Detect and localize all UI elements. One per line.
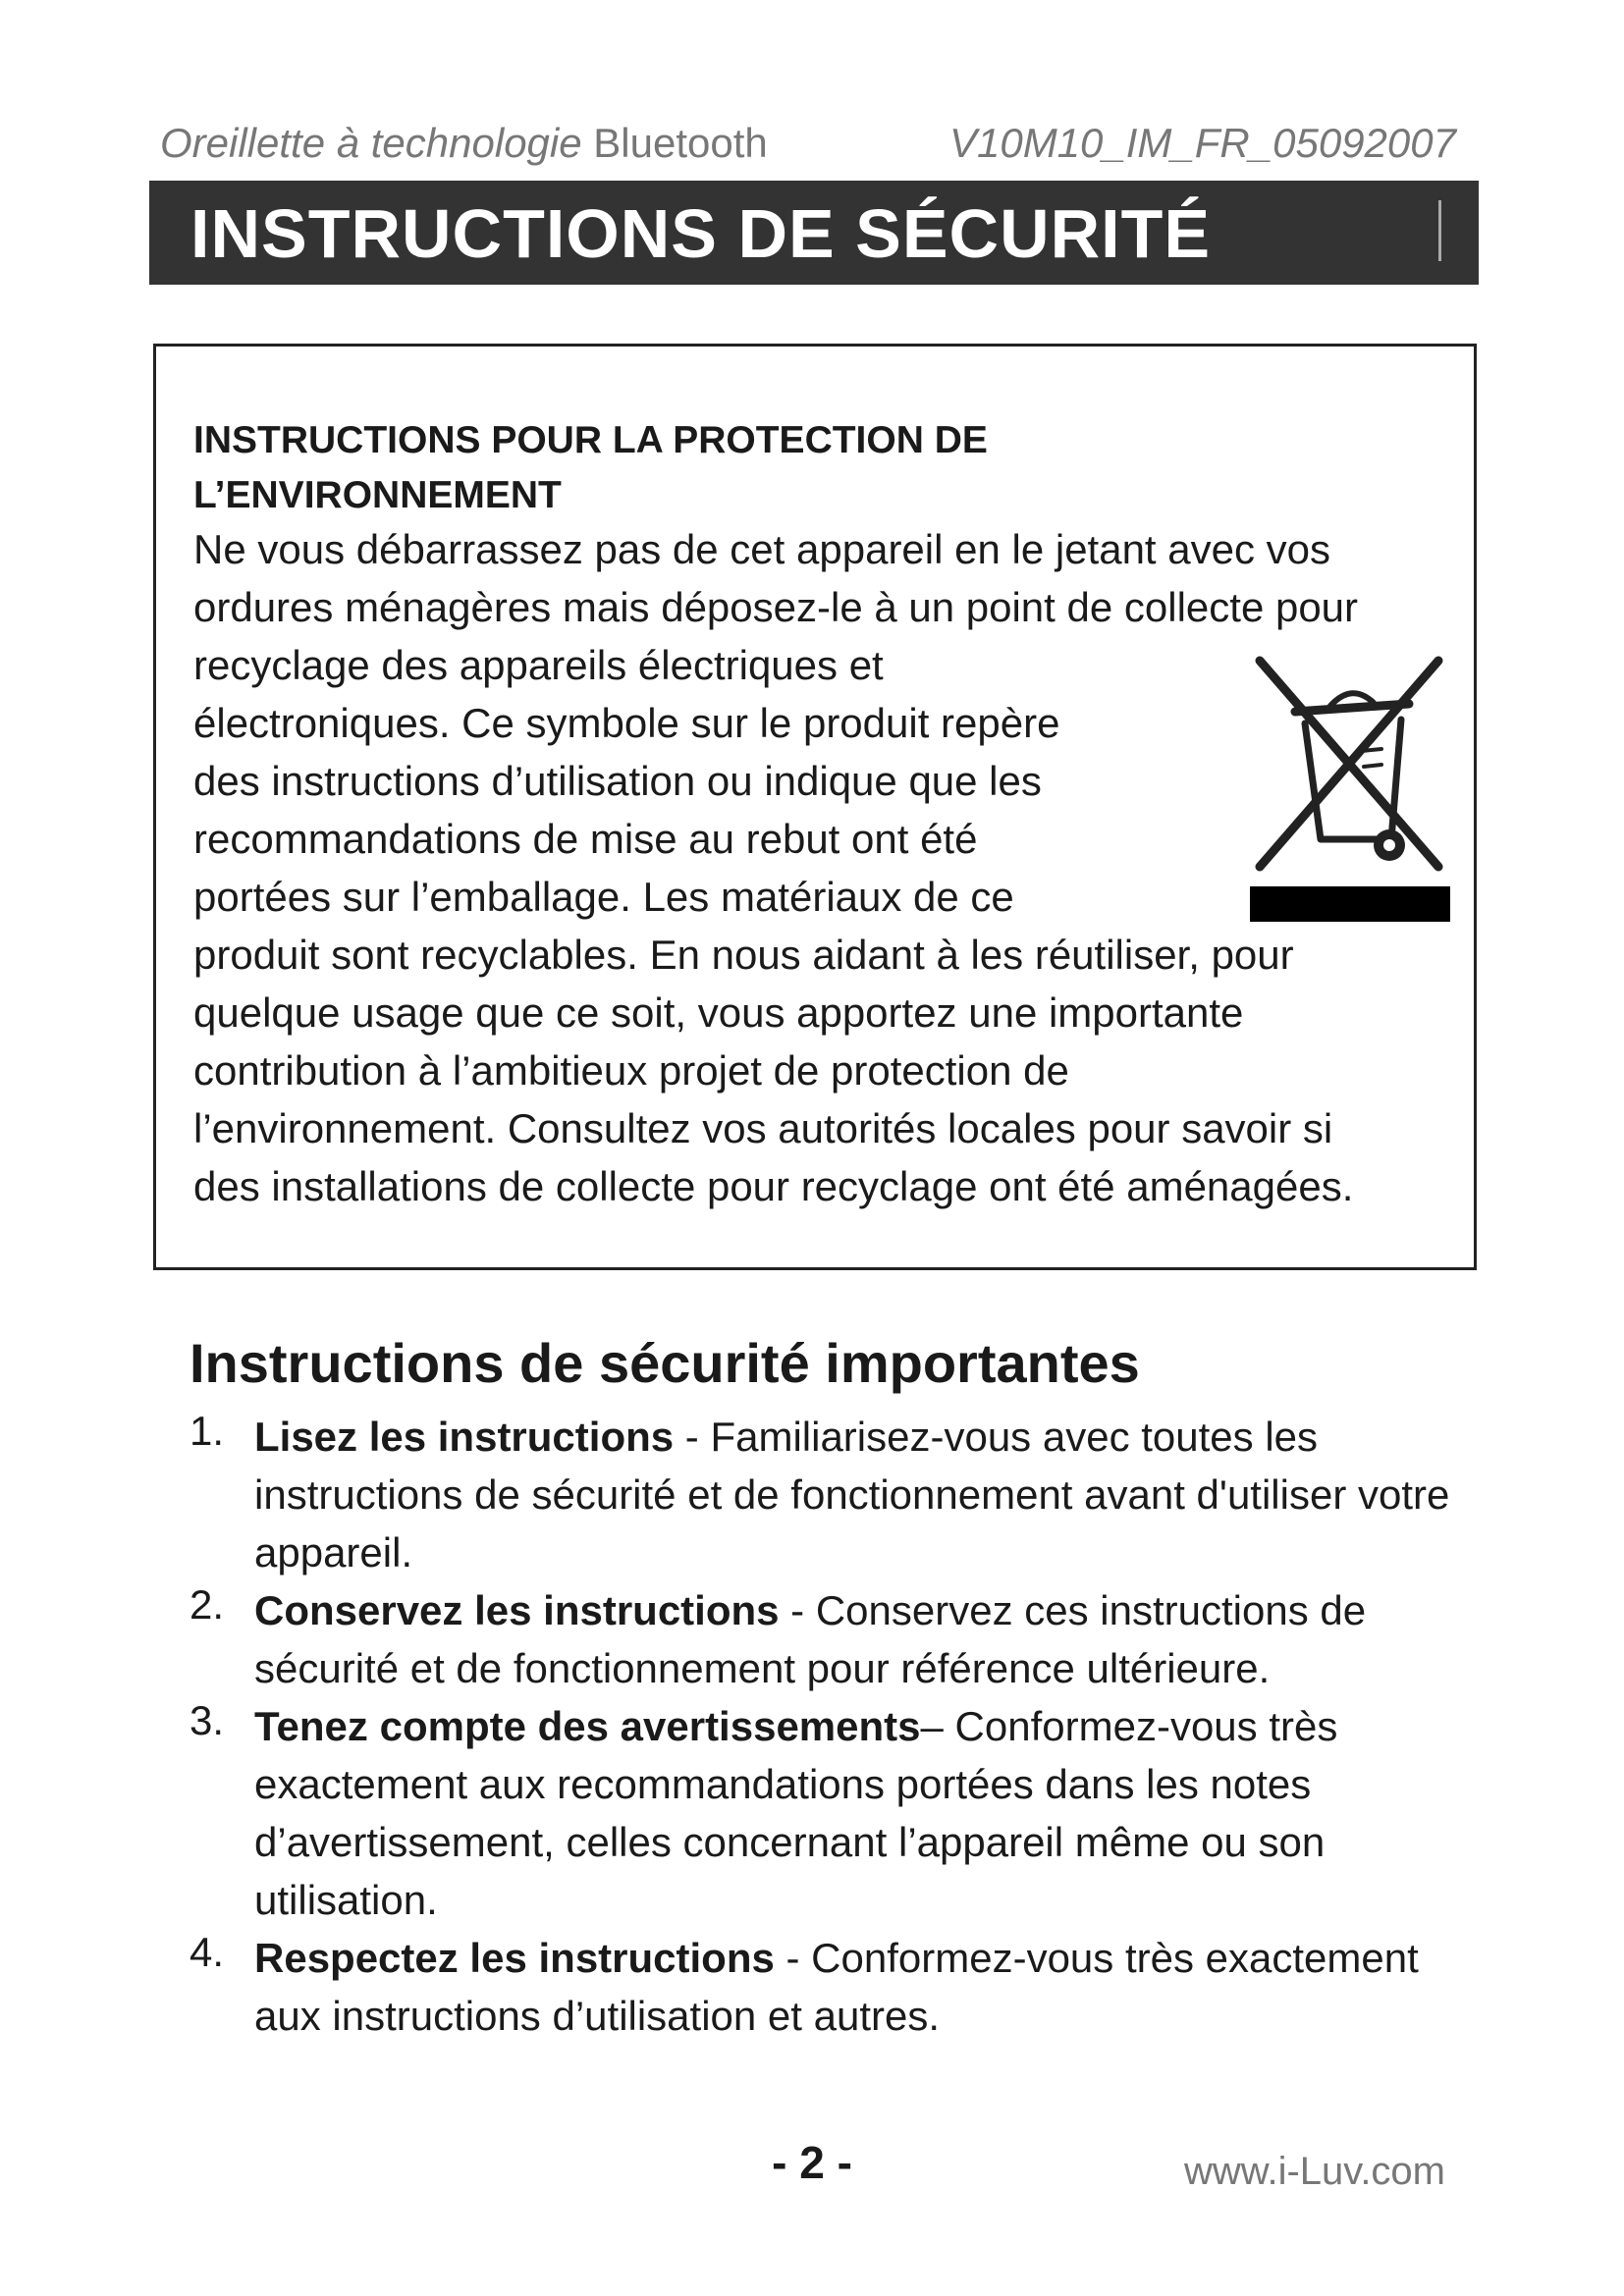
- list-item-body: [254, 1581, 1482, 1697]
- list-item-separator: -: [779, 1587, 816, 1633]
- environment-notice-box: [153, 344, 1477, 1270]
- list-item-text: Conformez-vous très exactement aux recommandations portées dans les notes d’avertissement, celles concernant l’appareil même ou son utilisation.: [254, 1703, 1338, 1923]
- list-item-number: 1.: [189, 1408, 225, 1454]
- title-bar: [149, 181, 1479, 285]
- list-item-body: [254, 1408, 1482, 1581]
- list-item-body: [254, 1929, 1482, 2045]
- environment-heading-line-1: INSTRUCTIONS POUR LA PROTECTION DE: [193, 419, 988, 461]
- list-item-lead: Conservez les instructions: [254, 1587, 780, 1633]
- product-name-regular: Bluetooth: [593, 120, 768, 166]
- footer-url: www.i-Luv.com: [1184, 2150, 1445, 2193]
- document-code: V10M10_IM_FR_05092007: [948, 120, 1456, 166]
- environment-text-line: recyclage des appareils électriques et: [193, 642, 884, 688]
- environment-text-line: électroniques. Ce symbole sur le produit repère: [193, 700, 1060, 746]
- list-item-number: 4.: [189, 1929, 225, 1975]
- environment-text-line: Ne vous débarrassez pas de cet appareil en le jetant avec vos: [193, 526, 1331, 572]
- list-item-lead: Lisez les instructions: [254, 1414, 675, 1460]
- safety-section-heading: Instructions de sécurité importantes: [189, 1332, 1140, 1394]
- environment-heading-line-2: L’ENVIRONNEMENT: [193, 474, 562, 516]
- environment-text-line: l’environnement. Consultez vos autorités locales pour savoir si: [193, 1105, 1333, 1151]
- list-item-separator: -: [674, 1414, 711, 1460]
- list-item-lead: Respectez les instructions: [254, 1935, 775, 1981]
- page-header: [160, 120, 1456, 169]
- list-item-number: 3.: [189, 1697, 225, 1743]
- crossed-out-wheelie-bin-icon: [1234, 643, 1464, 922]
- list-item-separator: –: [920, 1703, 955, 1749]
- environment-text-line: ordures ménagères mais déposez-le à un point de collecte pour: [193, 584, 1359, 630]
- title-bar-divider: [1438, 200, 1441, 261]
- environment-text-line: produit sont recyclables. En nous aidant à les réutiliser, pour: [193, 932, 1294, 978]
- environment-heading: [193, 413, 1273, 523]
- list-item-lead: Tenez compte des avertissements: [254, 1703, 921, 1749]
- product-name-italic: Oreillette à technologie: [160, 120, 582, 166]
- page-title: INSTRUCTIONS DE SÉCURITÉ: [190, 195, 1212, 272]
- list-item-body: [254, 1697, 1482, 1929]
- list-item-text: Familiarisez-vous avec toutes les instructions de sécurité et de fonctionnement avant d'utiliser votre appareil.: [254, 1414, 1450, 1575]
- environment-text-line: recommandations de mise au rebut ont été: [193, 816, 978, 862]
- environment-text-line: contribution à l’ambitieux projet de protection de: [193, 1047, 1069, 1094]
- list-item-number: 2.: [189, 1581, 225, 1628]
- list-item-separator: -: [774, 1935, 812, 1981]
- environment-text-line: des instructions d’utilisation ou indique que les: [193, 758, 1042, 804]
- environment-text-line: portées sur l’emballage. Les matériaux de ce: [193, 874, 1014, 920]
- product-name: [160, 120, 768, 167]
- environment-text-line: des installations de collecte pour recyclage ont été aménagées.: [193, 1163, 1354, 1209]
- list-item-text: Conformez-vous très exactement aux instructions d’utilisation et autres.: [254, 1935, 1419, 2039]
- list-item-text: Conservez ces instructions de sécurité et de fonctionnement pour référence ultérieure.: [254, 1587, 1367, 1691]
- page-number: - 2 -: [772, 2137, 852, 2188]
- environment-text-line: quelque usage que ce soit, vous apportez une importante: [193, 989, 1244, 1036]
